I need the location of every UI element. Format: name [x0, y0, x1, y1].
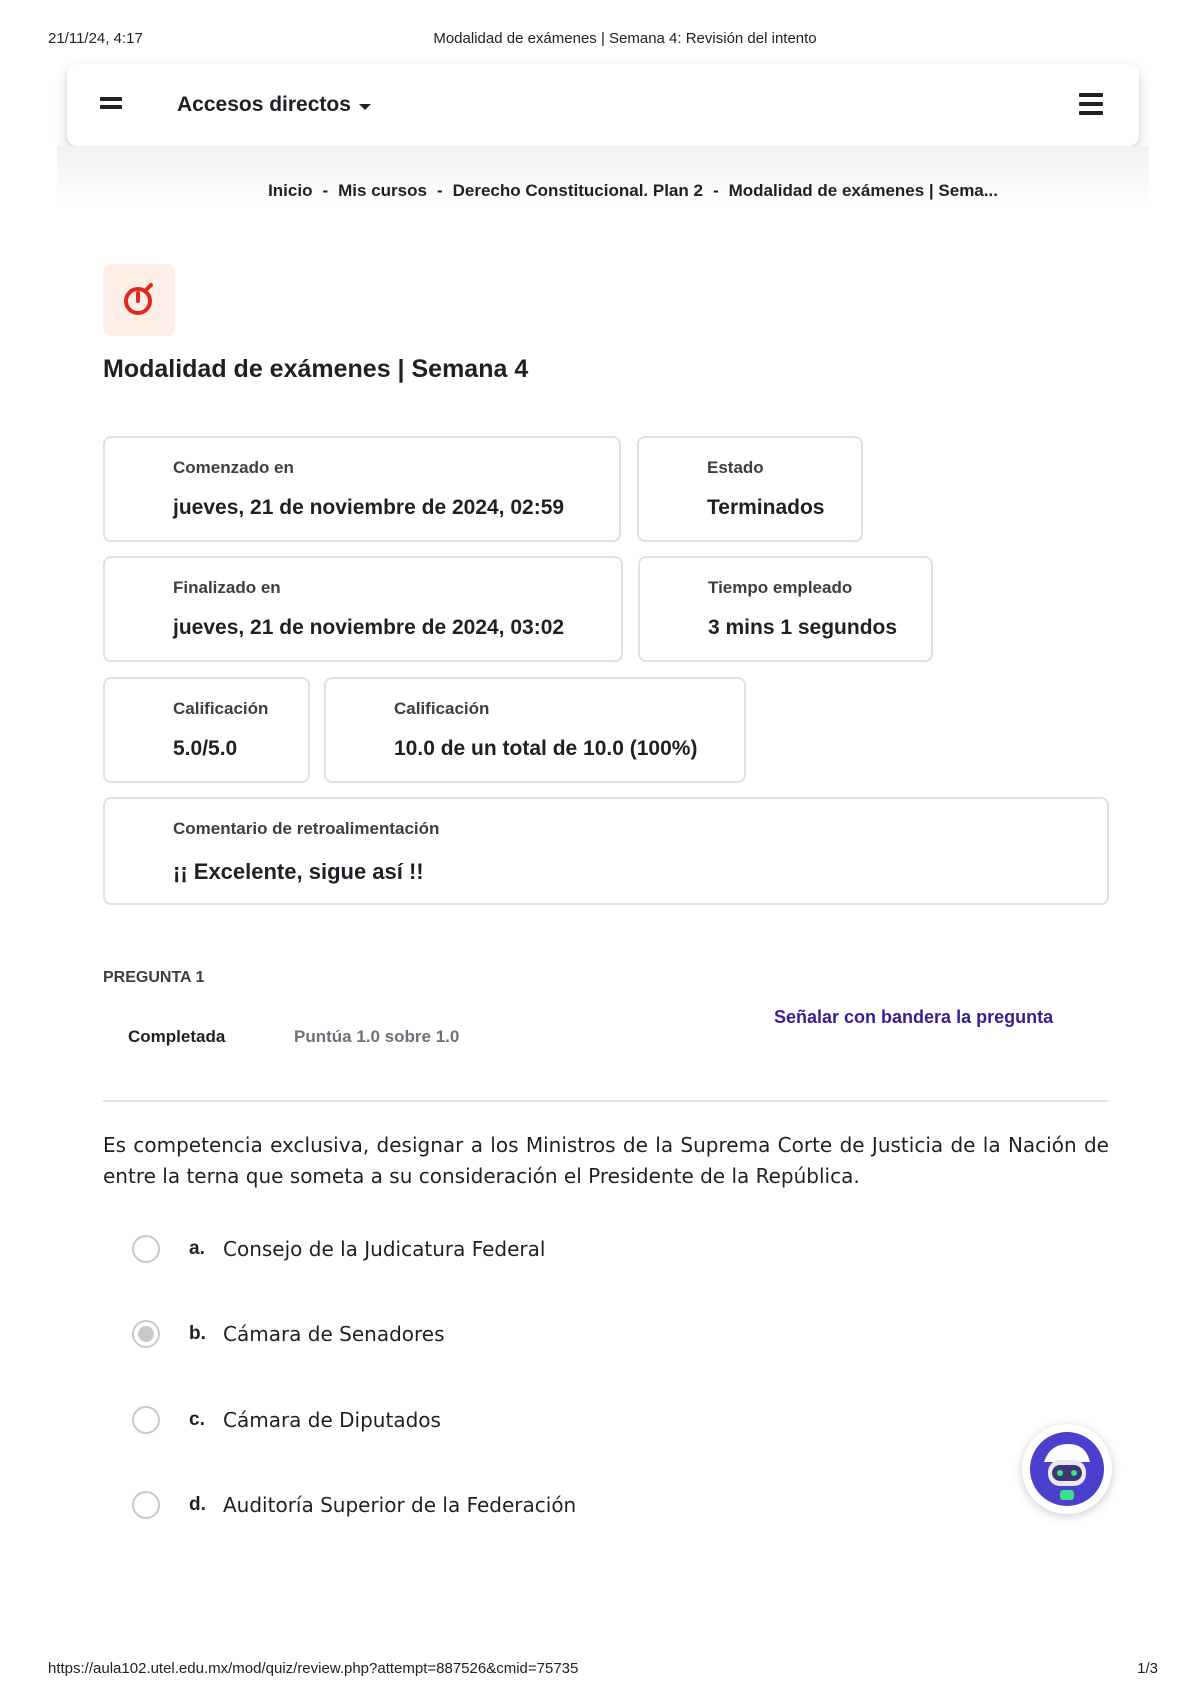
quiz-activity-badge [103, 264, 175, 336]
print-date: 21/11/24, 4:17 [48, 30, 143, 47]
breadcrumb-home[interactable]: Inicio [268, 181, 313, 200]
answer-option-b[interactable] [132, 1317, 445, 1351]
print-header [0, 30, 1200, 50]
started-label: Comenzado en [173, 458, 294, 477]
breadcrumb-course[interactable]: Derecho Constitucional. Plan 2 [452, 181, 703, 200]
state-value: Terminados [707, 496, 825, 519]
time-taken-card [638, 556, 933, 662]
time-taken-value: 3 mins 1 segundos [708, 616, 898, 639]
option-text: Auditoría Superior de la Federación [223, 1493, 577, 1517]
answer-option-a[interactable] [132, 1232, 545, 1266]
grade-label: Calificación [394, 699, 490, 718]
state-label: Estado [707, 458, 764, 477]
breadcrumb-separator: - [436, 181, 443, 200]
radio-button-selected[interactable] [132, 1320, 160, 1348]
started-card [103, 436, 621, 542]
option-letter: b. [189, 1323, 206, 1344]
marks-label: Calificación [173, 699, 269, 718]
marks-card [103, 677, 310, 783]
breadcrumb-separator: - [712, 181, 719, 200]
question-state: Completada [128, 1027, 226, 1046]
finished-value: jueves, 21 de noviembre de 2024, 03:02 [173, 616, 565, 639]
question-text: Es competencia exclusiva, designar a los Ministros de la Suprema Corte de Justicia de la Nación de entre la terna que someta a su consideración el Presidente de la República. [103, 1133, 1109, 1188]
print-doc-title: Modalidad de exámenes | Semana 4: Revisión del intento [433, 30, 817, 47]
option-text: Consejo de la Judicatura Federal [223, 1237, 546, 1261]
question-number: PREGUNTA 1 [103, 969, 205, 986]
feedback-card [103, 797, 1109, 905]
breadcrumb-quiz[interactable]: Modalidad de exámenes | Sema... [728, 181, 998, 200]
answer-option-c[interactable] [132, 1403, 441, 1437]
assistant-chat-button[interactable] [1022, 1424, 1112, 1514]
top-navbar [67, 64, 1139, 146]
breadcrumb [0, 181, 1200, 201]
divider [103, 1100, 1109, 1102]
state-card [637, 436, 863, 542]
chevron-down-icon [359, 104, 371, 110]
option-text: Cámara de Diputados [223, 1408, 441, 1432]
drawer-toggle-icon[interactable] [100, 97, 122, 113]
started-value: jueves, 21 de noviembre de 2024, 02:59 [173, 496, 565, 519]
grade-value: 10.0 de un total de 10.0 (100%) [394, 737, 698, 760]
assistant-bot-icon [1030, 1432, 1104, 1506]
option-letter: c. [189, 1409, 205, 1430]
finished-card [103, 556, 623, 662]
marks-value: 5.0/5.0 [173, 737, 238, 760]
breadcrumb-my-courses[interactable]: Mis cursos [338, 181, 427, 200]
hamburger-menu-icon[interactable] [1079, 93, 1103, 115]
stopwatch-icon [121, 281, 157, 317]
feedback-value: ¡¡ Excelente, sigue así !! [173, 859, 424, 884]
grade-card [324, 677, 746, 783]
option-letter: d. [189, 1494, 206, 1515]
flag-question-link[interactable]: Señalar con bandera la pregunta [774, 1007, 1054, 1027]
finished-label: Finalizado en [173, 578, 281, 597]
option-letter: a. [189, 1238, 205, 1259]
print-page-number: 1/3 [1137, 1660, 1158, 1677]
shortcuts-label: Accesos directos [177, 93, 351, 116]
print-url: https://aula102.utel.edu.mx/mod/quiz/review.php?attempt=887526&cmid=75735 [48, 1660, 579, 1677]
radio-button[interactable] [132, 1491, 160, 1519]
feedback-label: Comentario de retroalimentación [173, 819, 440, 838]
radio-button[interactable] [132, 1235, 160, 1263]
shortcuts-dropdown[interactable] [177, 93, 371, 117]
question-grade: Puntúa 1.0 sobre 1.0 [294, 1027, 460, 1046]
answer-option-d[interactable] [132, 1488, 576, 1522]
page-title: Modalidad de exámenes | Semana 4 [103, 355, 529, 383]
breadcrumb-separator: - [322, 181, 329, 200]
radio-button[interactable] [132, 1406, 160, 1434]
option-text: Cámara de Senadores [223, 1322, 445, 1346]
time-taken-label: Tiempo empleado [708, 578, 853, 597]
